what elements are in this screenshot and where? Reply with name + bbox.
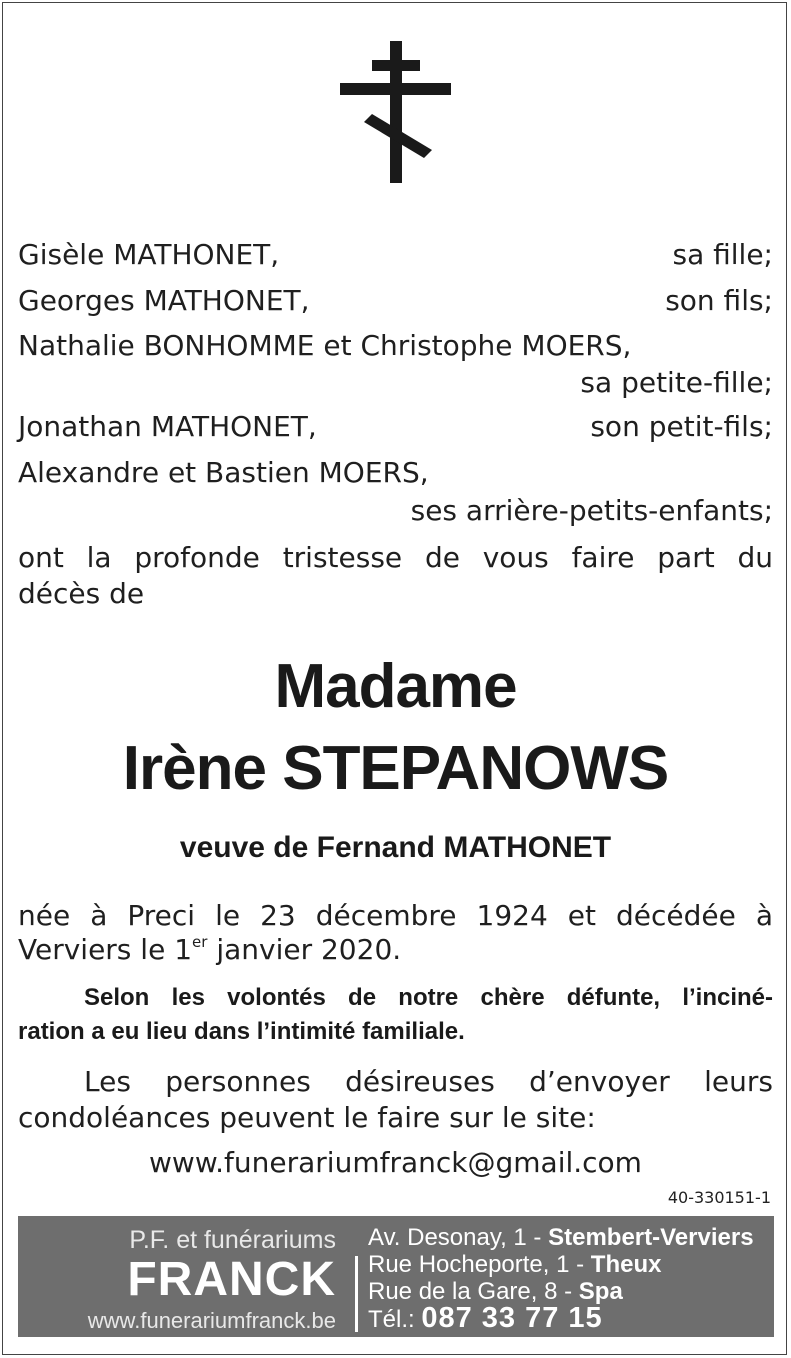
- relative-name: Georges MATHONET,: [18, 284, 310, 317]
- funeral-home-website[interactable]: www.funerariumfranck.be: [87, 1308, 336, 1333]
- relative-name: Alexandre et Bastien MOERS,: [18, 456, 429, 489]
- funeral-home-addresses: [368, 1224, 754, 1333]
- relative-role: son petit-fils;: [590, 410, 773, 443]
- relative-row: [18, 366, 773, 400]
- relative-role: ses arrière-petits-enfants;: [410, 494, 773, 527]
- address-street: Av. Desonay, 1 -: [368, 1224, 549, 1251]
- address-city: Spa: [578, 1278, 623, 1305]
- funeral-home-footer: [18, 1216, 774, 1337]
- birth-death-line: [18, 932, 773, 968]
- address-street: Rue Hocheporte, 1 -: [368, 1251, 591, 1278]
- funeral-home-logo: FRANCK: [127, 1253, 336, 1306]
- announcement-line: ont la profonde tristesse de vous faire part du: [18, 541, 773, 574]
- address-line: [368, 1251, 754, 1278]
- relative-row: [18, 238, 773, 272]
- relative-name: Gisèle MATHONET,: [18, 238, 280, 271]
- relative-row: [18, 494, 773, 528]
- birth-death-line: née à Preci le 23 décembre 1924 et décédée à: [18, 899, 773, 932]
- condolences-line: condoléances peuvent le faire sur le site:: [18, 1101, 596, 1134]
- address-line: [368, 1224, 754, 1251]
- condolences-email[interactable]: www.funerariumfranck@gmail.com: [149, 1146, 642, 1179]
- announcement-line: décès de: [18, 577, 145, 610]
- funeral-home-subtitle: P.F. et funérariums: [129, 1226, 336, 1254]
- address-line: [368, 1278, 754, 1305]
- relative-row: [18, 410, 773, 444]
- relative-role: sa fille;: [672, 238, 773, 271]
- phone-label: Tél.:: [368, 1306, 422, 1333]
- ordinal-suffix: er: [192, 933, 208, 951]
- widow-of: veuve de Fernand MATHONET: [179, 831, 612, 864]
- birth-death-prefix: Verviers le 1: [18, 933, 193, 966]
- relative-row: [18, 284, 773, 318]
- phone-number[interactable]: 087 33 77 15: [421, 1302, 603, 1334]
- relative-role: son fils;: [665, 284, 773, 317]
- orthodox-cross-icon: [330, 38, 460, 188]
- relative-name: Jonathan MATHONET,: [18, 410, 317, 443]
- relative-role: sa petite-fille;: [580, 366, 773, 399]
- birth-death-suffix: janvier 2020.: [207, 933, 402, 966]
- relative-name: Nathalie BONHOMME et Christophe MOERS,: [18, 329, 632, 362]
- relative-row: [18, 456, 773, 490]
- address-street: Rue de la Gare, 8 -: [368, 1278, 579, 1305]
- funeral-home-brand-block: [18, 1216, 344, 1337]
- condolences-line: Les personnes désireuses d’envoyer leurs: [84, 1065, 773, 1098]
- reference-number: 40-330151-1: [667, 1188, 771, 1207]
- address-city: Stembert-Verviers: [548, 1224, 754, 1251]
- relative-row: [18, 329, 773, 363]
- cremation-line: Selon les volontés de notre chère défunte, l’inciné-: [84, 984, 773, 1011]
- phone-line: [368, 1302, 754, 1334]
- footer-divider: [355, 1256, 358, 1332]
- deceased-title: Madame: [274, 652, 517, 721]
- address-city: Theux: [590, 1251, 662, 1278]
- cremation-line: ration a eu lieu dans l’intimité familiale.: [18, 1018, 465, 1045]
- deceased-name: Irène STEPANOWS: [122, 734, 669, 803]
